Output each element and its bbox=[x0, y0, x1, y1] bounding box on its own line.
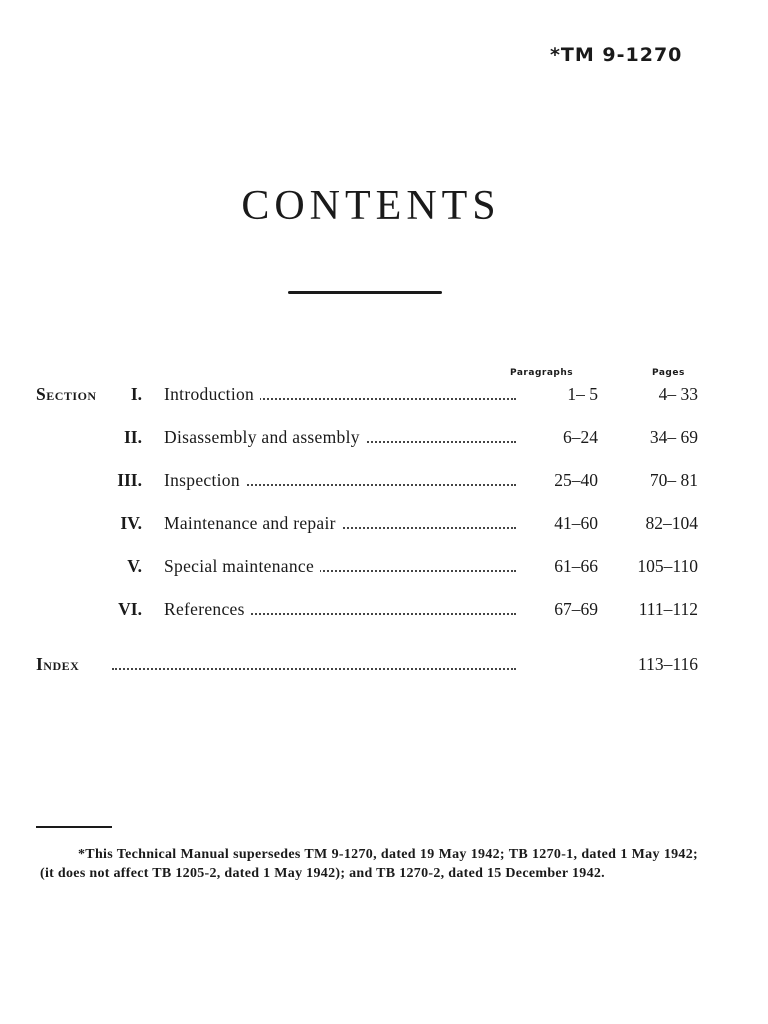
index-pages: 113–116 bbox=[638, 654, 698, 674]
entry-paragraphs: 41–60 bbox=[554, 513, 598, 533]
column-header-pages: Pages bbox=[652, 368, 685, 378]
entry-paragraphs: 1– 5 bbox=[567, 384, 598, 404]
entry-paragraphs: 6–24 bbox=[563, 427, 598, 447]
toc-entry bbox=[0, 553, 768, 579]
entry-paragraphs: 25–40 bbox=[554, 470, 598, 490]
section-numeral: V. bbox=[127, 556, 142, 576]
entry-pages: 111–112 bbox=[638, 599, 698, 619]
entry-title: Special maintenance bbox=[164, 556, 320, 576]
section-numeral: III. bbox=[117, 470, 142, 490]
section-label: Section bbox=[36, 384, 97, 404]
toc-entry bbox=[0, 467, 768, 493]
index-leader-cell bbox=[112, 651, 516, 677]
entry-title-cell bbox=[164, 381, 516, 407]
dot-leader bbox=[112, 668, 516, 670]
section-numeral: I. bbox=[130, 384, 142, 404]
entry-pages: 82–104 bbox=[645, 513, 698, 533]
entry-title-cell bbox=[164, 553, 516, 579]
entry-pages: 70– 81 bbox=[649, 470, 698, 490]
section-numeral: IV. bbox=[120, 513, 142, 533]
entry-title: Disassembly and assembly bbox=[164, 427, 366, 447]
entry-title: Inspection bbox=[164, 470, 246, 490]
entry-title-cell bbox=[164, 467, 516, 493]
column-header-paragraphs: Paragraphs bbox=[510, 368, 574, 378]
index-entry bbox=[0, 651, 768, 677]
footnote-rule bbox=[36, 826, 112, 828]
entry-pages: 34– 69 bbox=[649, 427, 698, 447]
toc-entry bbox=[0, 596, 768, 622]
entry-title: References bbox=[164, 599, 251, 619]
section-numeral: VI. bbox=[118, 599, 142, 619]
entry-pages: 4– 33 bbox=[658, 384, 698, 404]
toc-entry bbox=[0, 510, 768, 536]
toc-entry bbox=[0, 381, 768, 407]
entry-title: Introduction bbox=[164, 384, 260, 404]
entry-title: Maintenance and repair bbox=[164, 513, 342, 533]
entry-pages: 105–110 bbox=[637, 556, 698, 576]
entry-paragraphs: 67–69 bbox=[554, 599, 598, 619]
entry-title-cell bbox=[164, 510, 516, 536]
entry-title-cell bbox=[164, 596, 516, 622]
footnote: *This Technical Manual supersedes TM 9-1270, dated 19 May 1942; TB 1270-1, dated 1 May 1942; (it does not affect TB 1205-2, dated 1 May 1942); and TB 1270-2, dated 15 December 1942. bbox=[40, 847, 698, 881]
entry-title-cell bbox=[164, 424, 516, 450]
title-rule bbox=[288, 291, 442, 294]
section-numeral: II. bbox=[124, 427, 142, 447]
index-label: Index bbox=[36, 654, 80, 674]
toc-entry bbox=[0, 424, 768, 450]
entry-paragraphs: 61–66 bbox=[554, 556, 598, 576]
page-title: CONTENTS bbox=[241, 183, 501, 229]
technical-manual-number: *TM 9-1270 bbox=[550, 44, 683, 66]
